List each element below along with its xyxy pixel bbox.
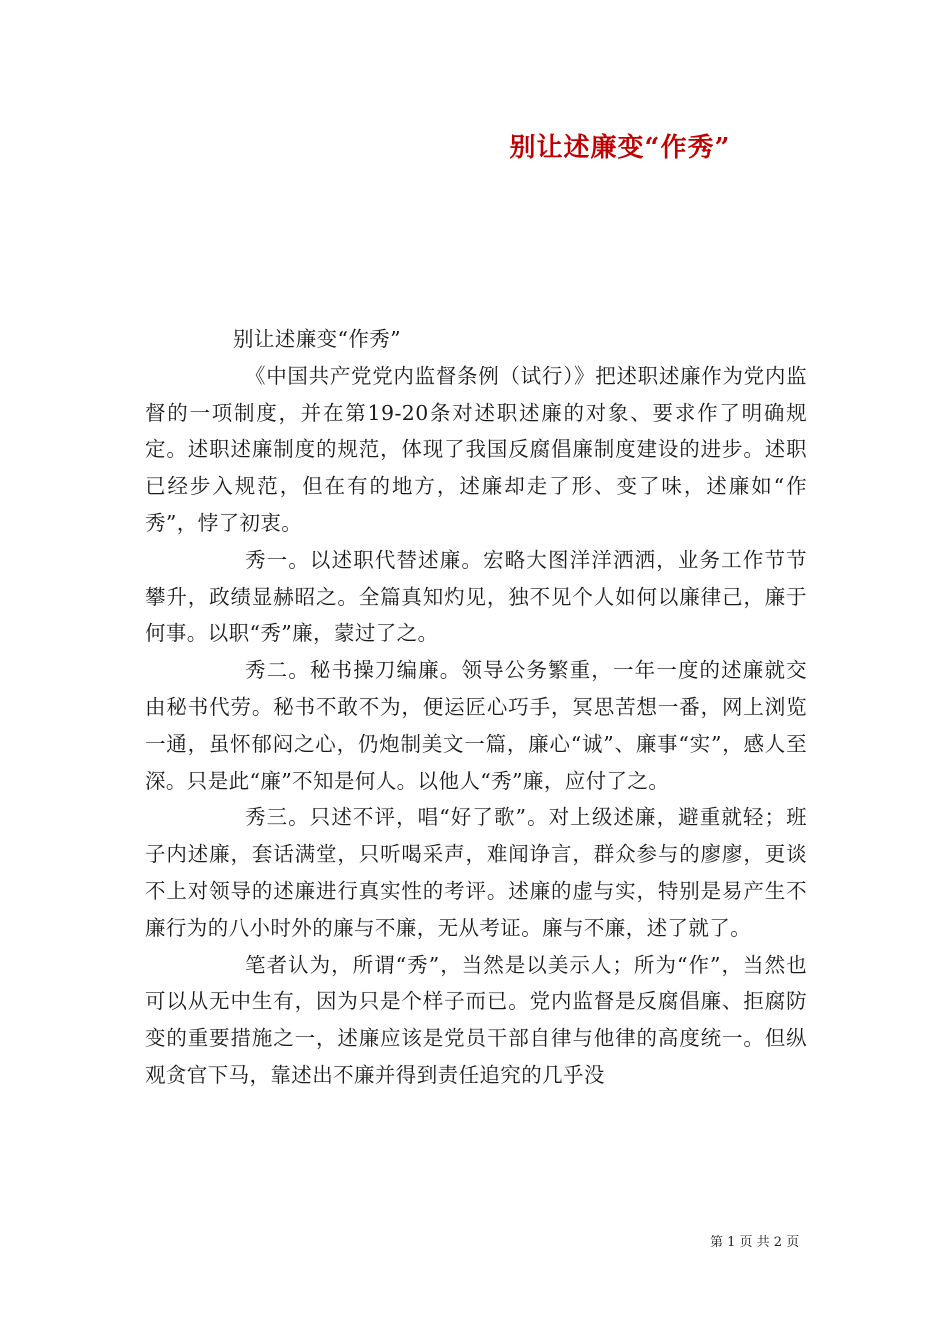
document-body xyxy=(145,321,807,1094)
paragraph-author-view: 笔者认为，所谓“秀”，当然是以美示人；所为“作”，当然也可以从无中生有，因为只是个样子而已。党内监督是反腐倡廉、拒腐防变的重要措施之一，述廉应该是党员干部自律与他律的高度统一。但纵观贪官下马，靠述出不廉并得到责任追究的几乎没 xyxy=(145,952,807,1087)
paragraph-show-three: 秀三。只述不评，唱“好了歌”。对上级述廉，避重就轻；班子内述廉，套话满堂，只听喝采声，难闻诤言，群众参与的廖廖，更谈不上对领导的述廉进行真实性的考评。述廉的虚与实，特别是易产生不廉行为的八小时外的廉与不廉，无从考证。廉与不廉，述了就了。 xyxy=(145,805,807,940)
document-title: 别让述廉变“作秀” xyxy=(509,133,731,163)
document-subtitle: 别让述廉变“作秀” xyxy=(233,327,402,351)
paragraph-intro: 《中国共产党党内监督条例（试行）》把述职述廉作为党内监督的一项制度，并在第19-20条对述职述廉的对象、要求作了明确规定。述职述廉制度的规范，体现了我国反腐倡廉制度建设的进步。述职已经步入规范，但在有的地方，述廉却走了形、变了味，述廉如“作秀”，悖了初衷。 xyxy=(145,363,807,535)
page-number-footer: 第 1 页 共 2 页 xyxy=(710,1235,800,1250)
paragraph-show-one: 秀一。以述职代替述廉。宏略大图洋洋洒洒，业务工作节节攀升，政绩显赫昭之。全篇真知灼见，独不见个人如何以廉律己，廉于何事。以职“秀”廉，蒙过了之。 xyxy=(145,547,807,646)
paragraph-show-two: 秀二。秘书操刀编廉。领导公务繁重，一年一度的述廉就交由秘书代劳。秘书不敢不为，便运匠心巧手，冥思苦想一番，网上浏览一通，虽怀郁闷之心，仍炮制美文一篇，廉心“诚”、廉事“实”，感人至深。只是此“廉”不知是何人。以他人“秀”廉，应付了之。 xyxy=(145,658,807,793)
